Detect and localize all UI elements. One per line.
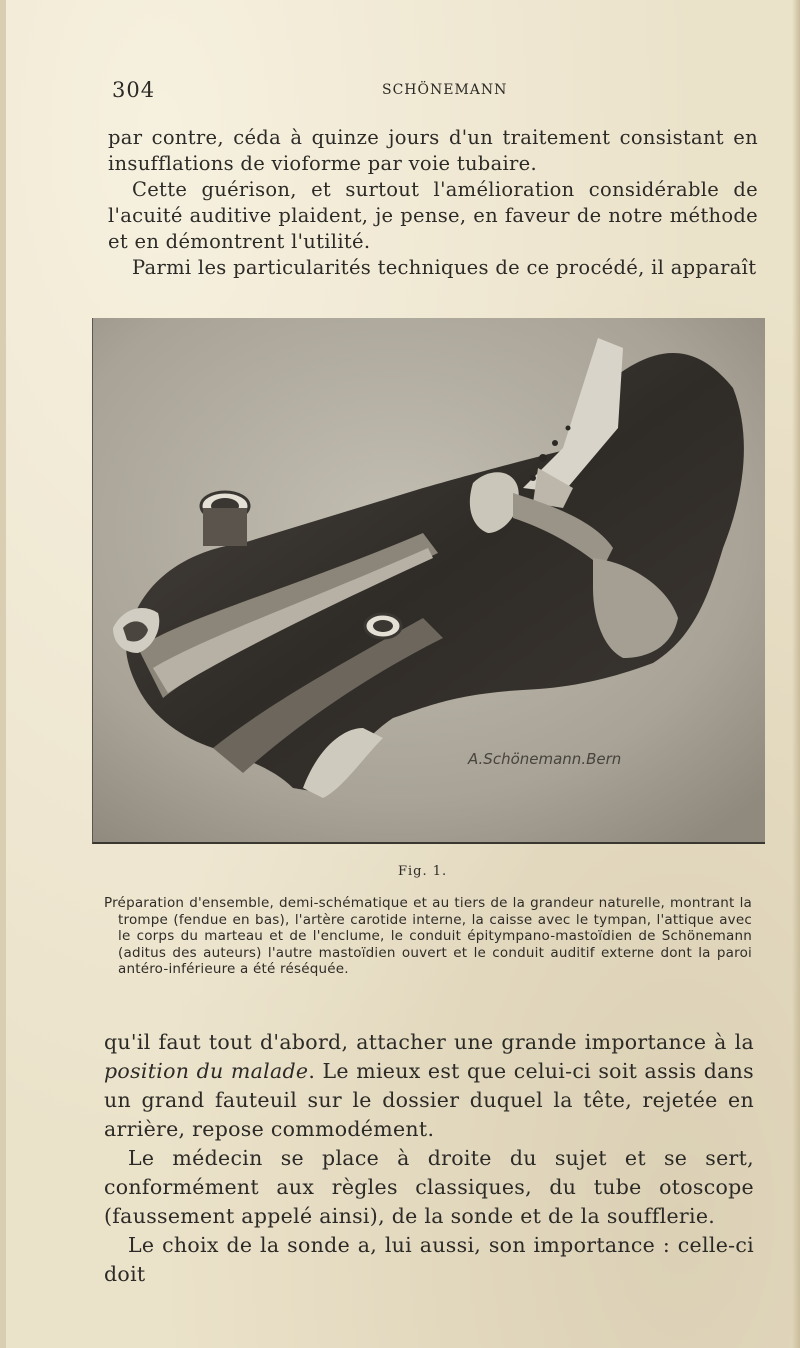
paragraph-position-end: . Le mieux est que celui-ci soit assis dans un grand fauteuil sur le dossier duquel la tête, rejetée en arrière, repose commodément. (104, 1059, 754, 1141)
caption-text: Préparation d'ensemble, demi-schématique et au tiers de la grandeur naturelle, montrant la trompe (fendue en bas), l'artère carotide interne, la caisse avec le tympan, l'attique avec le corps du marteau et de l'enclume, le conduit épitympano-mastoïdien de Schönemann (aditus des auteurs) l'autre mastoïdien ouvert et le conduit auditif externe dont la paroi antéro-inférieure a été réséquée. (104, 895, 752, 977)
paragraph-guerison: Cette guérison, et surtout l'amélioration considérable de l'acuité auditive plaident, je pense, en faveur de notre méthode et en démontrent l'utilité. (108, 178, 758, 253)
body-text-bottom (104, 1028, 754, 1289)
page-edge-left (0, 0, 6, 1348)
figure-label: Fig. 1. (398, 864, 448, 879)
paragraph-position (104, 1028, 754, 1144)
illustrator-signature: A.Schönemann.Bern (468, 750, 622, 768)
body-text-top (108, 125, 758, 281)
paragraph-choix-sonde: Le choix de la sonde a, lui aussi, son importance : celle-ci doit (104, 1233, 754, 1286)
figure-caption (104, 895, 752, 978)
figure-photograph (92, 318, 765, 844)
anatomical-specimen-illustration (93, 318, 765, 842)
paragraph-medecin: Le médecin se place à droite du sujet et se sert, conformément aux règles classiques, du tube otoscope (faussement appelé ainsi), de la sonde et de la soufflerie. (104, 1146, 754, 1228)
italic-position-du-malade: position du malade (104, 1059, 309, 1083)
paragraph-position-start: qu'il faut tout d'abord, attacher une grande importance à la (104, 1030, 754, 1054)
paragraph-continuation: par contre, céda à quinze jours d'un traitement consistant en insufflations de vioforme par voie tubaire. (108, 126, 758, 175)
running-head: SCHÖNEMANN (382, 82, 508, 98)
page-edge-right (792, 0, 800, 1348)
page-header (112, 78, 752, 108)
page-number: 304 (112, 78, 156, 102)
paragraph-particularites: Parmi les particularités techniques de ce procédé, il apparaît (132, 256, 757, 279)
